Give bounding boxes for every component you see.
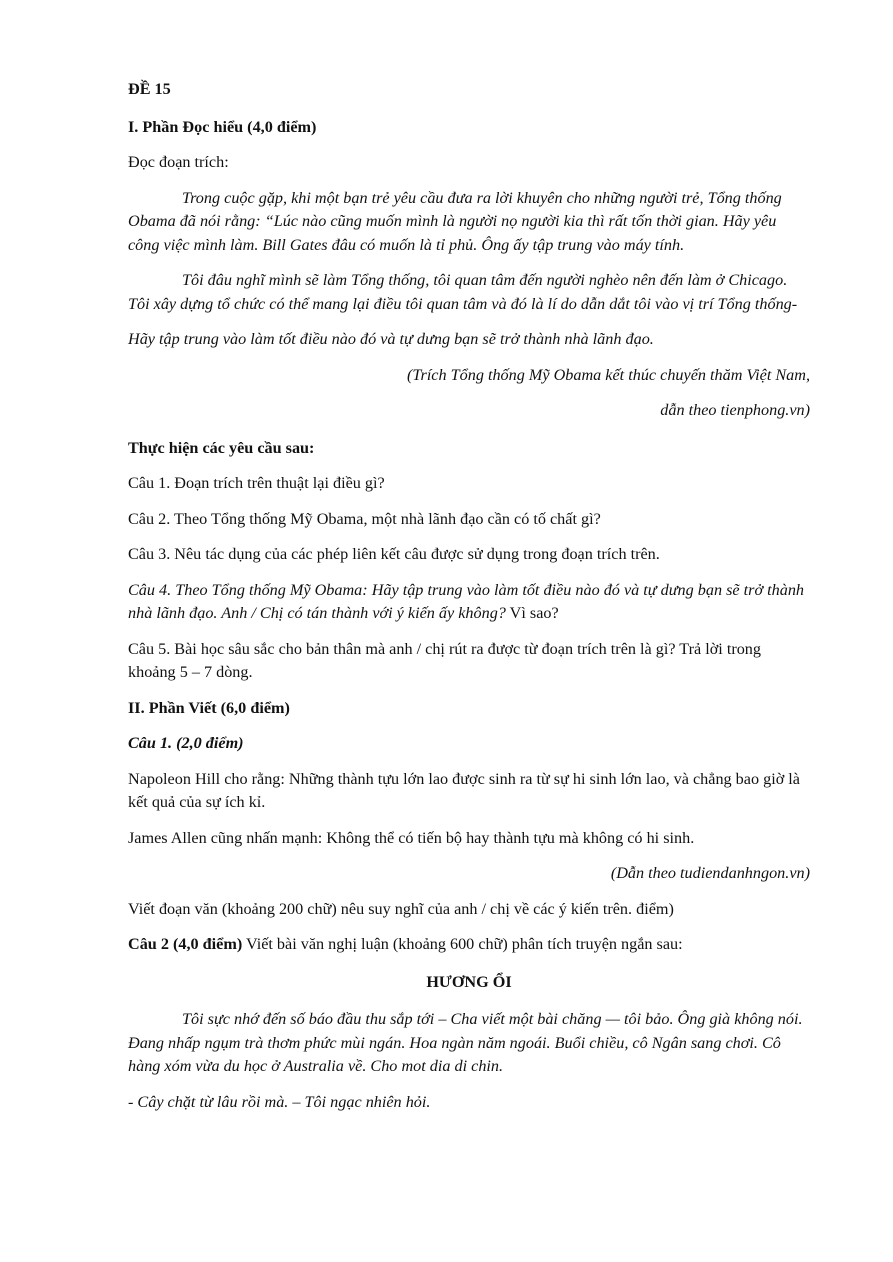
passage-paragraph-2: Tôi đâu nghĩ mình sẽ làm Tổng thống, tôi quan tâm đến người nghèo nên đến làm ở Chicago. Tôi xây dựng tổ chức có thể mang lại điều tôi quan tâm và đó là lí do dẫn dắt tôi vào vị trí Tổng thống- xyxy=(128,271,798,313)
quote-james-allen: James Allen cũng nhấn mạnh: Không thể có tiến bộ hay thành tựu mà không có hi sinh. xyxy=(128,828,695,847)
tasks-heading: Thực hiện các yêu cầu sau: xyxy=(128,438,315,457)
story-paragraph-2: - Cây chặt từ lâu rồi mà. – Tôi ngạc nhiên hỏi. xyxy=(128,1092,431,1111)
quote-napoleon-hill: Napoleon Hill cho rằng: Những thành tựu lớn lao được sinh ra từ sự hi sinh lớn lao, và chẳng bao giờ là kết quả của sự ích kỉ. xyxy=(128,769,800,811)
question-5: Câu 5. Bài học sâu sắc cho bản thân mà anh / chị rút ra được từ đoạn trích trên là gì? Trả lời trong khoảng 5 – 7 dòng. xyxy=(128,639,761,681)
passage-paragraph-3: Hãy tập trung vào làm tốt điều nào đó và tự dưng bạn sẽ trở thành nhà lãnh đạo. xyxy=(128,330,654,348)
writing-question-2-label: Câu 2 (4,0 điểm) xyxy=(128,935,243,953)
passage-source-line-1: (Trích Tổng thống Mỹ Obama kết thúc chuyến thăm Việt Nam, xyxy=(407,365,810,384)
passage-paragraph-1: Trong cuộc gặp, khi một bạn trẻ yêu cầu đưa ra lời khuyên cho những người trẻ, Tổng thống Obama đã nói rằng: “Lúc nào cũng muốn mình là người nọ người kia thì rất tốn thời gian. Hãy yêu công việc mình làm. Bill Gates đâu có muốn là tỉ phủ. Ông ấy tập trung vào máy tính. xyxy=(128,188,782,254)
part1-heading: I. Phần Đọc hiểu (4,0 điểm) xyxy=(128,117,317,136)
writing-question-1-task: Viết đoạn văn (khoảng 200 chữ) nêu suy nghĩ của anh / chị về các ý kiến trên. điểm) xyxy=(128,899,674,918)
story-title: HƯƠNG ỔI xyxy=(426,972,512,991)
document-body xyxy=(128,78,810,1126)
passage-source-line-2: dẫn theo tienphong.vn) xyxy=(660,401,810,419)
exam-title: ĐỀ 15 xyxy=(128,80,171,98)
writing-question-2 xyxy=(128,933,810,957)
writing-question-1-heading: Câu 1. (2,0 điểm) xyxy=(128,734,244,752)
question-3: Câu 3. Nêu tác dụng của các phép liên kết câu được sử dụng trong đoạn trích trên. xyxy=(128,545,660,563)
reading-intro: Đọc đoạn trích: xyxy=(128,153,229,171)
part2-heading: II. Phần Viết (6,0 điểm) xyxy=(128,698,290,717)
question-4-tail: Vì sao? xyxy=(505,604,559,622)
question-4 xyxy=(128,579,810,626)
story-paragraph-1: Tôi sực nhớ đến số báo đầu thu sắp tới – Cha viết một bài chăng — tôi bảo. Ông già không nói. Đang nhấp ngụm trà thơm phức mùi ngán. Hoa ngàn năm ngoái. Buổi chiều, cô Ngân sang chơi. Cô hàng xóm vừa du học ở Australia về. Cho mot dia di chin. xyxy=(128,1010,803,1075)
writing-question-2-task: Viết bài văn nghị luận (khoảng 600 chữ) phân tích truyện ngắn sau: xyxy=(242,935,683,953)
quote-source: (Dẫn theo tudiendanhngon.vn) xyxy=(610,864,810,882)
question-1: Câu 1. Đoạn trích trên thuật lại điều gì? xyxy=(128,474,385,492)
question-4-text: Câu 4. Theo Tổng thống Mỹ Obama: Hãy tập trung vào làm tốt điều nào đó và tự dưng bạn sẽ trở thành nhà lãnh đạo. Anh / Chị có tán thành với ý kiến ấy không? xyxy=(128,580,805,622)
question-2: Câu 2. Theo Tổng thống Mỹ Obama, một nhà lãnh đạo cần có tố chất gì? xyxy=(128,509,601,528)
